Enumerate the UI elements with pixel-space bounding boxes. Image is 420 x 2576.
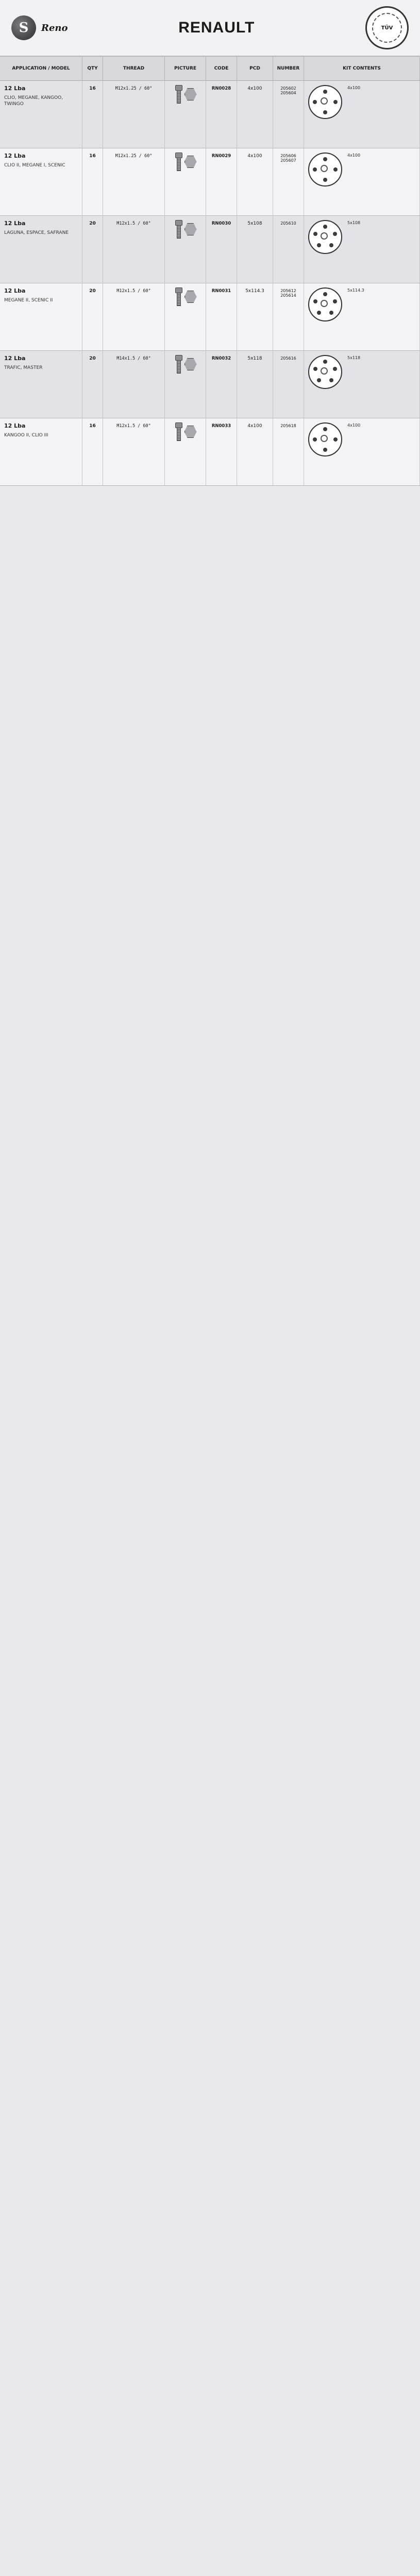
application-title: 12 Lba: [4, 287, 26, 294]
kit-notes: 5x118: [347, 355, 361, 360]
col-kit: KIT CONTENTS: [304, 57, 420, 80]
wheel-bolt-icon: [174, 152, 182, 170]
certification-emblem: [365, 6, 409, 49]
kit-notes: 5x108: [347, 221, 361, 225]
bolt-hole: [323, 448, 327, 452]
wheel-hub-icon: [308, 85, 342, 119]
wheel-hub-icon: [308, 152, 342, 187]
manufacturer-title: RENAULT: [178, 19, 255, 36]
wheel-bolt-icon: [174, 85, 182, 103]
cell-kit: [304, 148, 420, 215]
cell-code: RN0030: [206, 216, 237, 283]
bolt-hole: [313, 100, 317, 104]
kit-notes: 4x100: [347, 86, 361, 90]
bolt-hole: [313, 299, 317, 303]
cell-code: RN0033: [206, 418, 237, 485]
cell-code: RN0028: [206, 81, 237, 148]
application-title: 12 Lba: [4, 85, 26, 92]
col-code: CODE: [206, 57, 237, 80]
kit-notes: 4x100: [347, 423, 361, 428]
bolt-hole: [333, 100, 338, 104]
table-row: [0, 351, 420, 418]
wheel-hub-icon: [308, 422, 342, 456]
cell-thread: M12x1.25 / 60°: [103, 148, 165, 215]
cell-number: 205612 205614: [273, 283, 304, 350]
application-models: CLIO II, MEGANE I, SCENIC: [4, 162, 65, 168]
bolt-hole: [323, 110, 327, 114]
cell-application: [0, 216, 82, 283]
cell-code: RN0032: [206, 351, 237, 418]
cell-kit: [304, 216, 420, 283]
wheel-hub-icon: [308, 220, 342, 254]
bolt-hole: [323, 178, 327, 182]
hex-nut-icon: [184, 358, 197, 370]
table-row: [0, 216, 420, 283]
bolt-hole: [329, 311, 333, 315]
cell-application: [0, 351, 82, 418]
cell-thread: M12x1.5 / 60°: [103, 418, 165, 485]
col-number: NUMBER: [273, 57, 304, 80]
brand-name: Reno: [41, 22, 68, 33]
col-picture: PICTURE: [165, 57, 206, 80]
wheel-bolt-icon: [174, 220, 182, 238]
emblem-text: TÜV: [372, 13, 402, 43]
hex-nut-icon: [184, 88, 197, 100]
cell-qty: 16: [82, 81, 103, 148]
bolt-hole: [317, 378, 321, 382]
cell-thread: M12x1.25 / 60°: [103, 81, 165, 148]
cell-kit: [304, 418, 420, 485]
col-qty: QTY: [82, 57, 103, 80]
hex-nut-icon: [184, 291, 197, 303]
application-models: LAGUNA, ESPACE, SAFRANE: [4, 230, 69, 235]
column-header-row: [0, 57, 420, 81]
hex-nut-icon: [184, 223, 197, 235]
cell-picture: [165, 351, 206, 418]
catalog-table: [0, 81, 420, 486]
col-pcd: PCD: [237, 57, 273, 80]
col-application: APPLICATION / MODEL: [0, 57, 82, 80]
cell-pcd: 5x118: [237, 351, 273, 418]
wheel-hub-icon: [308, 287, 342, 321]
cell-thread: M14x1.5 / 60°: [103, 351, 165, 418]
cell-kit: [304, 283, 420, 350]
cell-application: [0, 283, 82, 350]
bolt-hole: [333, 299, 337, 303]
bolt-hole: [313, 437, 317, 442]
cell-application: [0, 81, 82, 148]
bolt-hole: [323, 225, 327, 229]
brand: [11, 15, 68, 40]
bolt-hole: [333, 437, 338, 442]
bolt-hole: [333, 232, 337, 236]
cell-application: [0, 148, 82, 215]
cell-number: 205610: [273, 216, 304, 283]
hex-nut-icon: [184, 156, 197, 168]
application-models: MEGANE II, SCENIC II: [4, 297, 53, 303]
cell-picture: [165, 216, 206, 283]
brand-logo: S: [11, 15, 36, 40]
bolt-hole: [313, 167, 317, 172]
cell-thread: M12x1.5 / 60°: [103, 283, 165, 350]
bolt-hole: [317, 243, 321, 247]
kit-notes: 4x100: [347, 153, 361, 158]
wheel-bolt-icon: [174, 355, 182, 372]
cell-pcd: 4x100: [237, 81, 273, 148]
cell-kit: [304, 351, 420, 418]
cell-pcd: 5x114.3: [237, 283, 273, 350]
application-models: TRAFIC, MASTER: [4, 365, 43, 370]
cell-picture: [165, 418, 206, 485]
kit-notes: 5x114.3: [347, 288, 364, 293]
cell-picture: [165, 81, 206, 148]
cell-number: 205606 205607: [273, 148, 304, 215]
cell-pcd: 4x100: [237, 148, 273, 215]
bolt-hole: [313, 367, 317, 371]
cell-qty: 16: [82, 418, 103, 485]
table-row: [0, 81, 420, 148]
hex-nut-icon: [184, 426, 197, 438]
bolt-hole: [317, 311, 321, 315]
cell-picture: [165, 148, 206, 215]
cell-qty: 20: [82, 216, 103, 283]
application-models: KANGOO II, CLIO III: [4, 432, 48, 438]
cell-number: 205602 205604: [273, 81, 304, 148]
cell-qty: 20: [82, 283, 103, 350]
bolt-hole: [323, 427, 327, 431]
cell-number: 205616: [273, 351, 304, 418]
application-title: 12 Lba: [4, 355, 26, 362]
cell-thread: M12x1.5 / 60°: [103, 216, 165, 283]
wheel-bolt-icon: [174, 422, 182, 440]
application-title: 12 Lba: [4, 152, 26, 159]
bolt-hole: [333, 367, 337, 371]
cell-pcd: 5x108: [237, 216, 273, 283]
bolt-hole: [323, 292, 327, 296]
application-models: CLIO, MEGANE, KANGOO, TWINGO: [4, 95, 63, 107]
cell-kit: [304, 81, 420, 148]
table-row: [0, 418, 420, 486]
cell-picture: [165, 283, 206, 350]
cell-qty: 16: [82, 148, 103, 215]
wheel-hub-icon: [308, 355, 342, 389]
application-title: 12 Lba: [4, 422, 26, 429]
bolt-hole: [313, 232, 317, 236]
cell-pcd: 4x100: [237, 418, 273, 485]
bolt-hole: [333, 167, 338, 172]
col-thread: THREAD: [103, 57, 165, 80]
wheel-bolt-icon: [174, 287, 182, 305]
cell-code: RN0031: [206, 283, 237, 350]
cell-code: RN0029: [206, 148, 237, 215]
table-row: [0, 283, 420, 351]
cell-application: [0, 418, 82, 485]
table-row: [0, 148, 420, 216]
cell-qty: 20: [82, 351, 103, 418]
bolt-hole: [329, 243, 333, 247]
application-title: 12 Lba: [4, 220, 26, 227]
page-header: [0, 0, 420, 57]
cell-number: 205618: [273, 418, 304, 485]
bolt-hole: [329, 378, 333, 382]
bolt-hole: [323, 90, 327, 94]
bolt-hole: [323, 157, 327, 161]
bolt-hole: [323, 360, 327, 364]
